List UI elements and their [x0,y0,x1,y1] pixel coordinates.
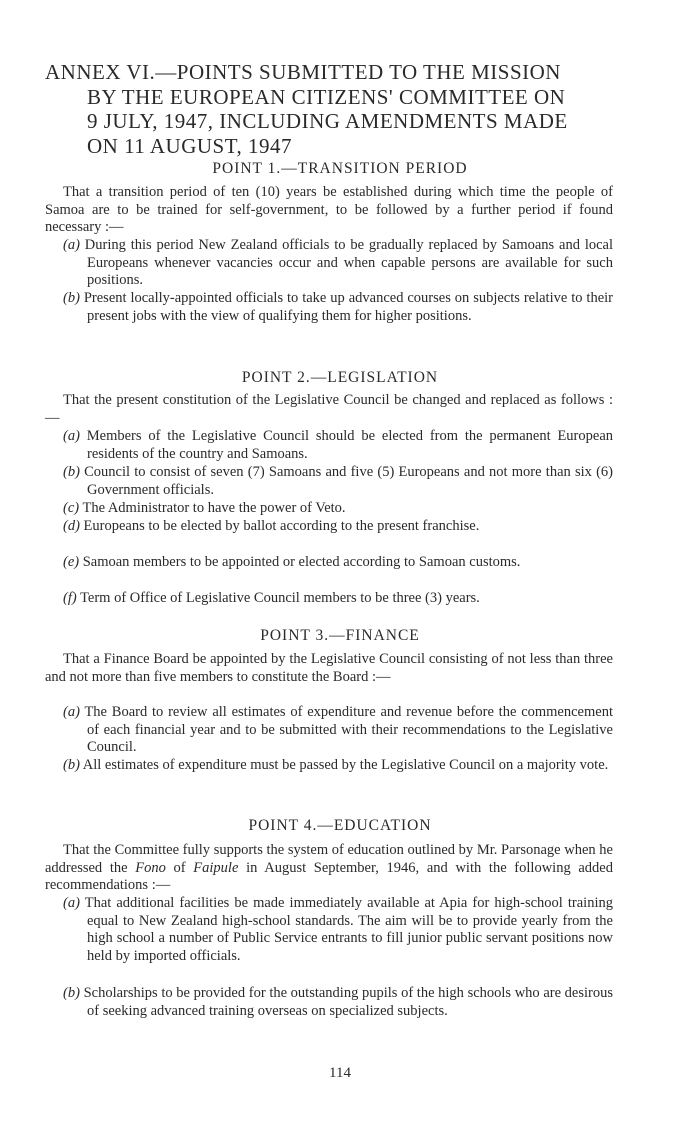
point4-intro [45,842,613,895]
intro-fono: Fono [135,859,166,876]
point2-item-f [63,590,613,608]
point1-item-a [63,237,613,290]
item-text: Members of the Legislative Council should be elected from the permanent European residents of the country and Samoans. [86,428,613,462]
item-label: (c) [63,500,80,516]
item-label: (a) [63,895,80,911]
item-label: (b) [63,464,80,480]
intro-text: That the Committee fully supports the system of education outlined by Mr. Parsonage when he addressed the [45,842,613,876]
point3-intro: That a Finance Board be appointed by the Legislative Council consisting of not less than three and not more than five members to constitute the Board :— [45,651,613,685]
point2-intro: That the present constitution of the Legislative Council be changed and replaced as follows :— [45,392,613,426]
point4-item-a [63,895,613,965]
point2-item-d [63,518,613,536]
item-label: (a) [63,428,80,444]
point2-item-e [63,554,613,572]
intro-text: of [165,859,194,876]
point1-intro: That a transition period of ten (10) years be established during which time the people of Samoa are to be trained for self-government, to be followed by a further period if found necessary :— [45,184,613,235]
title-line: ON 11 AUGUST, 1947 [87,133,293,158]
page-number: 114 [329,1065,351,1081]
item-text: The Administrator to have the power of Veto. [82,500,346,516]
point2-heading: POINT 2.—LEGISLATION [241,369,439,386]
title-line: ANNEX VI.—POINTS SUBMITTED TO THE MISSION [45,60,561,84]
item-text: Europeans to be elected by ballot according to the present franchise. [83,518,480,534]
item-label: (b) [63,985,80,1001]
item-text: Scholarships to be provided for the outstanding pupils of the high schools who are desirous of seeking advanced training overseas on specialized subjects. [83,985,613,1019]
intro-text: in August September, 1946, and with the following added recommendations :— [45,859,613,893]
point1-item-b [63,290,613,325]
point2-item-b [63,464,613,499]
item-text: Term of Office of Legislative Council members to be three (3) years. [80,590,480,606]
item-label: (a) [63,704,80,720]
title-line: 9 JULY, 1947, INCLUDING AMENDMENTS MADE [87,109,568,133]
item-text: All estimates of expenditure must be passed by the Legislative Council on a majority vote. [82,757,609,773]
item-label: (f) [63,590,77,606]
item-label: (d) [63,518,80,534]
item-text: Samoan members to be appointed or elected according to Samoan customs. [82,554,521,570]
point4-item-b [63,985,613,1020]
point3-item-b [63,757,613,775]
title-line: BY THE EUROPEAN CITIZENS' COMMITTEE ON [87,84,566,109]
point3-item-a [63,704,613,757]
annex-title [45,60,645,158]
item-text: The Board to review all estimates of expenditure and revenue before the commencement of each financial year and to be submitted with their recommendations to the Legislative Council. [84,704,613,755]
item-text: Council to consist of seven (7) Samoans and five (5) Europeans and not more than six (6) Government officials. [84,464,614,498]
item-label: (e) [63,554,80,570]
item-label: (b) [63,290,80,306]
item-text: Present locally-appointed officials to take up advanced courses on subjects relative to their present jobs with the view of qualifying them for higher positions. [83,290,613,324]
point4-heading: POINT 4.—EDUCATION [248,817,432,834]
item-text: During this period New Zealand officials to be gradually replaced by Samoans and local Europeans whenever vacancies occur and when capable persons are available for such positions. [84,237,614,288]
point3-heading: POINT 3.—FINANCE [260,627,420,644]
item-text: That additional facilities be made immediately available at Apia for high-school training equal to New Zealand high-school standards. The aim will be to provide yearly from the high school a number of Public Service entrants to fill junior public servant positions now held by imported officials. [84,895,613,964]
item-label: (a) [63,237,80,253]
item-label: (b) [63,757,80,773]
point2-item-c [63,500,613,518]
intro-faipule: Faipule [193,859,239,876]
point2-item-a [63,428,613,463]
point1-heading: POINT 1.—TRANSITION PERIOD [212,160,468,177]
